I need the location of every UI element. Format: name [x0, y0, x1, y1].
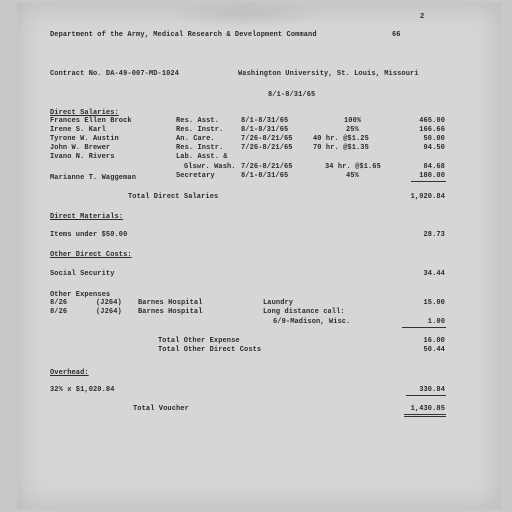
- expense-amount: 15.00: [423, 299, 445, 307]
- subtotal-rule: [411, 181, 446, 182]
- subtotal-rule: [402, 327, 446, 328]
- other-direct-heading: Other Direct Costs:: [50, 251, 132, 259]
- employee-name: Ivano N. Rivers: [50, 153, 115, 161]
- employee-dates: 8/1-8/31/65: [241, 126, 289, 134]
- expense-description-cont: 6/9-Madison, Wisc.: [273, 318, 351, 326]
- period: 8/1-8/31/65: [268, 91, 316, 99]
- employee-rate: 25%: [346, 126, 359, 134]
- subtotal-rule: [406, 395, 446, 396]
- total-voucher-label: Total Voucher: [133, 405, 189, 413]
- materials-amount: 28.73: [423, 231, 445, 239]
- overhead-heading: Overhead:: [50, 369, 89, 377]
- total-double-rule-top: [404, 414, 446, 415]
- employee-rate: 40 hr. @$1.25: [313, 135, 369, 143]
- total-other-expense-label: Total Other Expense: [158, 337, 240, 345]
- total-double-rule-bottom: [404, 416, 446, 417]
- employee-rate: 70 hr. @$1.35: [313, 144, 369, 152]
- page-number: 2: [420, 13, 425, 21]
- total-salaries-label: Total Direct Salaries: [128, 193, 219, 201]
- employee-rate: 34 hr. @$1.65: [325, 163, 381, 171]
- employee-rate: 100%: [344, 117, 362, 125]
- expense-amount: 1.00: [427, 318, 445, 326]
- employee-amount: 94.50: [423, 144, 445, 152]
- expense-date: 8/26: [50, 299, 68, 307]
- employee-dates: 8/1-8/31/65: [241, 117, 289, 125]
- faded-stamp-marks: [160, 0, 330, 28]
- employee-name: Irene S. Karl: [50, 126, 106, 134]
- employee-title: An. Care.: [176, 135, 215, 143]
- employee-title: Res. Asst.: [176, 117, 220, 125]
- social-security-label: Social Security: [50, 270, 115, 278]
- employee-name: Marianne T. Waggeman: [50, 174, 137, 182]
- expense-vendor: Barnes Hospital: [138, 299, 203, 307]
- expense-date: 8/26: [50, 308, 68, 316]
- employee-amount: 465.00: [419, 117, 445, 125]
- university-line: Washington University, St. Louis, Missouri: [238, 70, 419, 78]
- social-security-amount: 34.44: [423, 270, 445, 278]
- employee-title: Res. Instr.: [176, 126, 224, 134]
- employee-name: Frances Ellen Brock: [50, 117, 132, 125]
- salaries-heading: Direct Salaries:: [50, 109, 119, 117]
- materials-heading: Direct Materials:: [50, 213, 124, 221]
- employee-amount: 50.00: [423, 135, 445, 143]
- expense-description: Long distance call:: [263, 308, 345, 316]
- other-expenses-heading: Other Expenses: [50, 291, 111, 299]
- expense-code: (J264): [96, 299, 122, 307]
- employee-amount: 166.66: [419, 126, 445, 134]
- employee-name: Tyrone W. Austin: [50, 135, 119, 143]
- employee-dates: 7/26-8/21/65: [241, 163, 293, 171]
- employee-title: Lab. Asst. &: [176, 153, 228, 161]
- materials-label: Items under $50.00: [50, 231, 128, 239]
- total-other-direct-amount: 50.44: [423, 346, 445, 354]
- expense-vendor: Barnes Hospital: [138, 308, 203, 316]
- employee-dates: 7/26-8/21/65: [241, 135, 293, 143]
- employee-amount: 84.68: [423, 163, 445, 171]
- employee-amount: 180.00: [419, 172, 445, 180]
- department-line: Department of the Army, Medical Research & Development Command: [50, 31, 317, 39]
- employee-title: Secretary: [176, 172, 215, 180]
- total-other-direct-label: Total Other Direct Costs: [158, 346, 262, 354]
- expense-description: Laundry: [263, 299, 294, 307]
- overhead-amount: 330.84: [419, 386, 445, 394]
- employee-dates: 7/26-8/21/65: [241, 144, 293, 152]
- overhead-label: 32% x $1,020.84: [50, 386, 115, 394]
- total-salaries-amount: 1,020.84: [410, 193, 445, 201]
- employee-title-cont: Glswr. Wash.: [184, 163, 236, 171]
- employee-rate: 45%: [346, 172, 359, 180]
- contract-number: Contract No. DA-49-007-MD-1024: [50, 70, 180, 78]
- total-voucher-amount: 1,430.85: [410, 405, 445, 413]
- expense-code: (J264): [96, 308, 122, 316]
- header-number: 66: [392, 31, 401, 39]
- total-other-expense-amount: 16.00: [423, 337, 445, 345]
- employee-title: Res. Instr.: [176, 144, 224, 152]
- employee-dates: 8/1-8/31/65: [241, 172, 289, 180]
- employee-name: John W. Brewer: [50, 144, 111, 152]
